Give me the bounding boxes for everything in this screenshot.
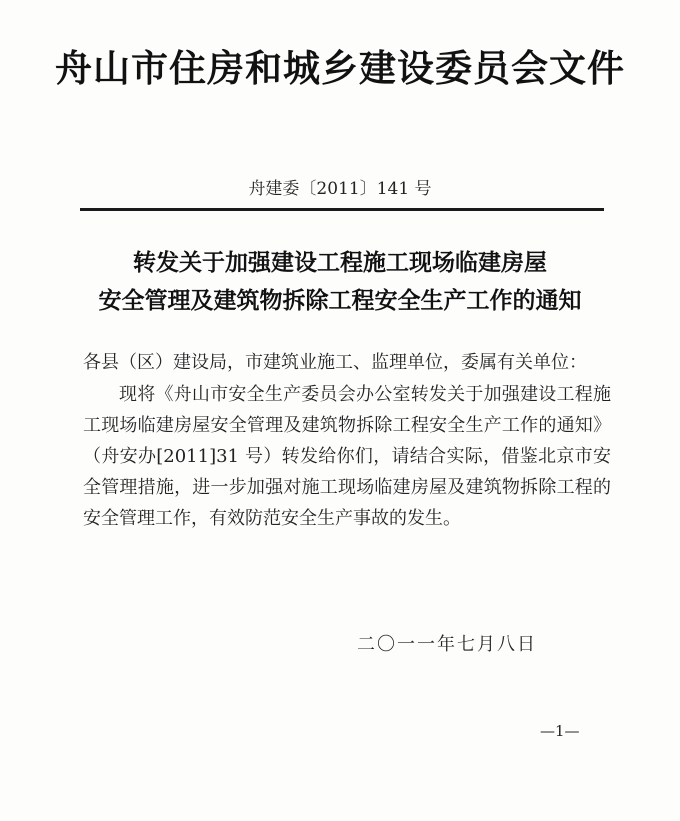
issue-date: 二〇一一年七月八日: [357, 634, 537, 655]
document-header-title: 舟山市住房和城乡建设委员会文件: [55, 46, 625, 90]
subject-line-1: 转发关于加强建设工程施工现场临建房屋: [133, 249, 547, 276]
subject-line-2: 安全管理及建筑物拆除工程安全生产工作的通知: [98, 287, 582, 314]
page-number: —1—: [540, 722, 580, 740]
body-paragraph: 现将《舟山市安全生产委员会办公室转发关于加强建设工程施工现场临建房屋安全管理及建筑物拆除工程安全生产工作的通知》（舟安办[2011]31 号）转发给你们，请结合实际，借鉴北京市安全管理措施，进一步加强对施工现场临建房屋及建筑物拆除工程的安全管理工作，有效防范安全生产事故的发生。: [83, 384, 611, 529]
document-subject: [0, 244, 680, 320]
header-divider-rule: [80, 208, 604, 211]
document-number: 舟建委〔2011〕141 号: [248, 179, 432, 199]
addressee-line: 各县（区）建设局，市建筑业施工、监理单位，委属有关单位：: [83, 352, 587, 373]
